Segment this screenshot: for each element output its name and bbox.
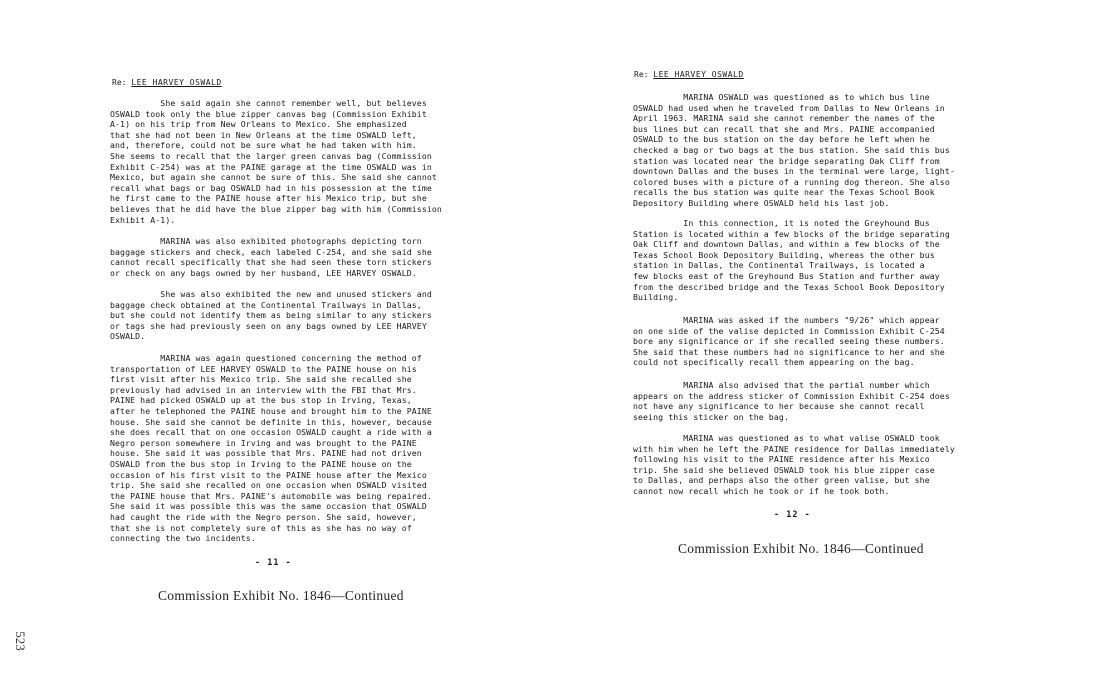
re-line — [112, 78, 222, 88]
text-line: station was located near the bridge separating Oak Cliff from — [633, 155, 940, 166]
paragraph — [110, 289, 432, 342]
text-line: MARINA OSWALD was questioned as to which bus line — [633, 92, 930, 102]
paragraph — [633, 380, 950, 422]
text-line: A-1) on his trip from New Orleans to Mexico. She emphasized — [110, 119, 407, 130]
text-line: believes that he did have the blue zipper bag with him (Commission — [110, 203, 442, 214]
text-line: recalls the bus station was quite near the Texas School Book — [633, 187, 935, 198]
text-line: She was also exhibited the new and unused stickers and — [110, 289, 432, 299]
text-line: PAINE had picked OSWALD up at the bus stop in Irving, Texas, — [110, 395, 412, 406]
text-line: transportation of LEE HARVEY OSWALD to the PAINE house on his — [110, 363, 417, 374]
text-line: to Dallas, and perhaps also the other green valise, but she — [633, 475, 930, 486]
text-line: MARINA was questioned as to what valise OSWALD took — [633, 433, 940, 443]
text-line: connecting the two incidents. — [110, 533, 256, 544]
text-line: Oak Cliff and downtown Dallas, and within a few blocks of the — [633, 239, 940, 250]
text-line: baggage check obtained at the Continental Trailways in Dallas, — [110, 299, 422, 310]
text-line: house. She said she cannot be definite in this, however, because — [110, 416, 432, 427]
paragraph — [633, 218, 950, 303]
text-line: cannot recall specifically that she had seen these torn stickers — [110, 257, 432, 268]
text-line: April 1963. MARINA said she cannot remember the names of the — [633, 113, 935, 124]
text-line: but she could not identify them as being similar to any stickers — [110, 310, 432, 321]
page-number: - 11 - — [255, 558, 292, 568]
text-line: She seems to recall that the larger green canvas bag (Commission — [110, 150, 432, 161]
text-line: bore any significance or if she recalled seeing these numbers. — [633, 336, 945, 347]
text-line: or check on any bags owned by her husband, LEE HARVEY OSWALD. — [110, 267, 417, 278]
text-line: OSWALD had used when he traveled from Dallas to New Orleans in — [633, 102, 945, 113]
text-line: OSWALD from the bus stop in Irving to the PAINE house on the — [110, 458, 412, 469]
text-line: Station is located within a few blocks of the bridge separating — [633, 228, 950, 239]
re-line — [634, 70, 744, 80]
paragraph — [110, 98, 442, 225]
exhibit-caption: Commission Exhibit No. 1846—Continued — [678, 541, 924, 556]
text-line: not have any significance to her because she cannot recall — [633, 401, 925, 412]
text-line: checked a bag or two bags at the bus station. She said this bus — [633, 144, 950, 155]
re-subject: LEE HARVEY OSWALD — [653, 70, 744, 79]
text-line: Texas School Book Depository Building, whereas the other bus — [633, 249, 935, 260]
text-line: she does recall that on one occasion OSWALD caught a ride with a — [110, 427, 432, 438]
text-line: station in Dallas, the Continental Trailways, is located a — [633, 260, 925, 271]
text-line: Exhibit C-254) was at the PAINE garage at the time OSWALD was in — [110, 161, 432, 172]
paragraph — [633, 315, 945, 368]
text-line: baggage stickers and check, each labeled C-254, and she said she — [110, 246, 432, 257]
text-line: previously had advised in an interview with the FBI that Mrs. — [110, 384, 417, 395]
text-line: Exhibit A-1). — [110, 214, 176, 225]
text-line: he first came to the PAINE house after his Mexico trip, but she — [110, 193, 427, 204]
text-line: Negro person somewhere in Irving and was brought to the PAINE — [110, 437, 417, 448]
paragraph — [633, 433, 955, 497]
text-line: MARINA was asked if the numbers "9/26" which appear — [633, 315, 940, 325]
text-line: first visit after his Mexico trip. She said she recalled she — [110, 374, 412, 385]
text-line: Depository Building where OSWALD held his last job. — [633, 197, 890, 208]
text-line: the PAINE house that Mrs. PAINE's automobile was being repaired. — [110, 490, 432, 501]
text-line: bus lines but can recall that she and Mrs. PAINE accompanied — [633, 123, 935, 134]
text-line: seeing this sticker on the bag. — [633, 411, 789, 422]
re-label: Re: — [634, 70, 649, 79]
paragraph — [633, 92, 955, 209]
re-label: Re: — [112, 78, 127, 87]
text-line: that she had not been in New Orleans at the time OSWALD left, — [110, 129, 417, 140]
text-line: had caught the ride with the Negro person. She said, however, — [110, 511, 417, 522]
text-line: recall what bags or bag OSWALD had in his possession at the time — [110, 182, 432, 193]
page-number: - 12 - — [774, 510, 811, 520]
text-line: trip. She said she believed OSWALD took his blue zipper case — [633, 464, 935, 475]
text-line: Building. — [633, 292, 679, 303]
text-line: She said it was possible this was the same occasion that OSWALD — [110, 501, 427, 512]
text-line: with him when he left the PAINE residence for Dallas immediately — [633, 443, 955, 454]
paragraph — [110, 236, 432, 278]
text-line: that she is not completely sure of this as she has no way of — [110, 522, 412, 533]
text-line: MARINA was again questioned concerning the method of — [110, 353, 422, 363]
text-line: from the described bridge and the Texas School Book Depository — [633, 281, 945, 292]
text-line: MARINA was also exhibited photographs depicting torn — [110, 236, 422, 246]
side-page-number: 523 — [13, 631, 28, 651]
text-line: few blocks east of the Greyhound Bus Station and further away — [633, 270, 940, 281]
text-line: downtown Dallas and the buses in the terminal were large, light- — [633, 166, 955, 177]
text-line: or tags she had previously seen on any bags owned by LEE HARVEY — [110, 320, 427, 331]
text-line: Mexico, but again she cannot be sure of this. She said she cannot — [110, 172, 437, 183]
text-line: occasion of his first visit to the PAINE house after the Mexico — [110, 469, 427, 480]
text-line: colored buses with a picture of a running dog thereon. She also — [633, 176, 950, 187]
re-subject: LEE HARVEY OSWALD — [131, 78, 222, 87]
text-line: could not specifically recall them appearing on the bag. — [633, 357, 915, 368]
text-line: trip. She said she recalled on one occasion when OSWALD visited — [110, 480, 427, 491]
text-line: house. She said it was possible that Mrs. PAINE had not driven — [110, 448, 422, 459]
exhibit-caption: Commission Exhibit No. 1846—Continued — [158, 588, 404, 603]
text-line: appears on the address sticker of Commission Exhibit C-254 does — [633, 390, 950, 401]
text-line: OSWALD to the bus station on the day before he left when he — [633, 134, 930, 145]
text-line: on one side of the valise depicted in Commission Exhibit C-254 — [633, 325, 945, 336]
text-line: and, therefore, could not be sure what he had taken with him. — [110, 140, 417, 151]
text-line: OSWALD. — [110, 331, 146, 342]
text-line: cannot now recall which he took or if he took both. — [633, 485, 890, 496]
text-line: OSWALD took only the blue zipper canvas bag (Commission Exhibit — [110, 108, 427, 119]
text-line: following his visit to the PAINE residence after his Mexico — [633, 454, 930, 465]
text-line: after he telephoned the PAINE house and brought him to the PAINE — [110, 405, 432, 416]
text-line: In this connection, it is noted the Greyhound Bus — [633, 218, 930, 228]
text-line: She said that these numbers had no significance to her and she — [633, 346, 945, 357]
text-line: She said again she cannot remember well, but believes — [110, 98, 427, 108]
paragraph — [110, 353, 432, 544]
text-line: MARINA also advised that the partial number which — [633, 380, 930, 390]
